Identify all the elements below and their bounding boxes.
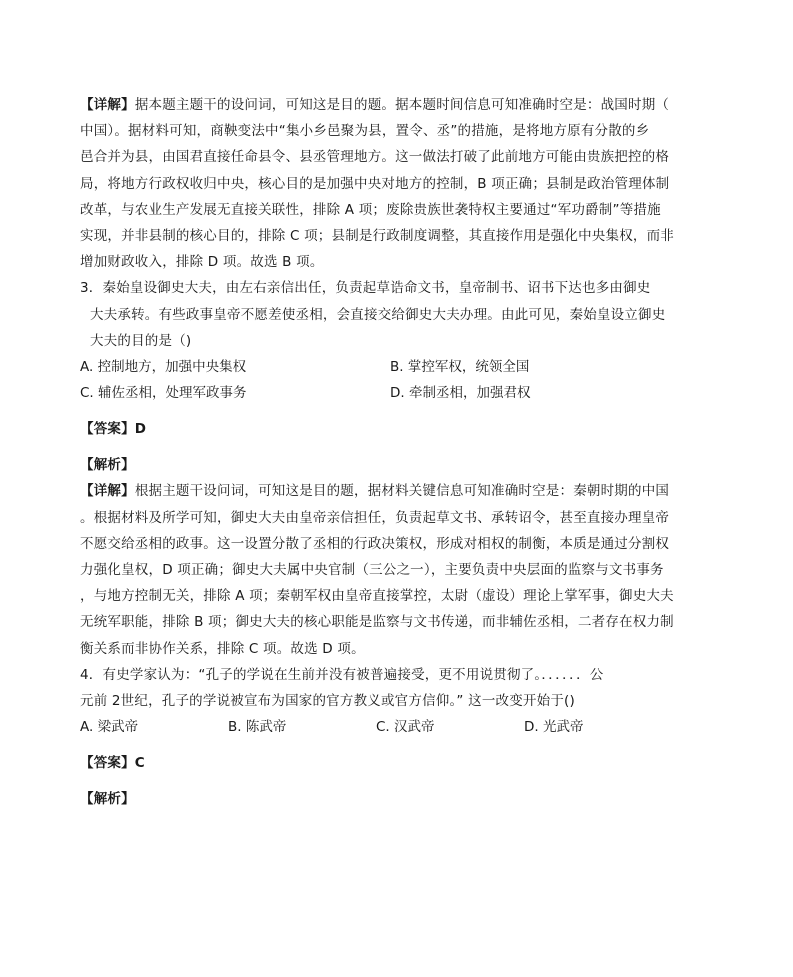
detail-line: 根据主题干设问词，可知这是目的题，据材料关键信息可知准确时空是：秦朝时期的中国 (134, 483, 670, 500)
option-b: B. 陈武帝 (228, 719, 287, 736)
detail-line: 无统军职能，排除 B 项；御史大夫的核心职能是监察与文书传递，而非辅佐丞相，二者存在权力制 (80, 614, 674, 631)
question-stem: 元前 2世纪，孔子的学说被宣布为国家的官方教义或官方信仰。” 这一改变开始于() (80, 693, 575, 710)
detail-label: 【详解】 (80, 483, 135, 500)
answer: 【答案】C (80, 755, 145, 772)
detail-line: 不愿交给丞相的政事。这一设置分散了丞相的行政决策权，形成对相权的制衡，本质是通过分割权 (80, 535, 670, 552)
detail-line: 。根据材料及所学可知，御史大夫由皇帝亲信担任，负责起草文书、承转诏令，甚至直接办理皇帝 (80, 509, 670, 526)
option-b: B. 掌控军权，统领全国 (390, 359, 530, 376)
question-3 (80, 275, 708, 661)
option-d: D. 牵制丞相，加强君权 (390, 385, 531, 402)
detail-line: 局，将地方行政权收归中央，核心目的是加强中央对地方的控制，B 项正确；县制是政治管理体制 (80, 175, 670, 192)
option-c: C. 汉武帝 (376, 719, 435, 736)
detail-line: 增加财政收入，排除 D 项。故选 B 项。 (80, 254, 324, 271)
options-row (80, 380, 708, 406)
detail-line: 改革，与农业生产发展无直接关联性，排除 A 项；废除贵族世袭特权主要通过“军功爵制”等措施 (80, 201, 661, 218)
detail-line: 实现，并非县制的核心目的，排除 C 项；县制是行政制度调整，其直接作用是强化中央集权，而非 (80, 228, 675, 245)
question-stem: 3．秦始皇设御史大夫，由左右亲信出任，负责起草诰命文书，皇帝制书、诏书下达也多由御史 (80, 280, 651, 297)
detail-line: 力强化皇权，D 项正确；御史大夫属中央官制（三公之一），主要负责中央层面的监察与文书事务 (80, 562, 664, 579)
detail-label: 【详解】 (80, 97, 135, 113)
option-a: A. 梁武帝 (80, 719, 139, 736)
question-stem: 大夫的目的是（) (90, 332, 192, 349)
option-d: D. 光武帝 (524, 719, 584, 736)
answer: 【答案】D (80, 421, 147, 438)
options-row (80, 354, 708, 380)
detail-line: 邑合并为县，由国君直接任命县令、县丞管理地方。这一做法打破了此前地方可能由贵族把控的格 (80, 149, 670, 166)
question-4 (80, 662, 708, 813)
detail-line: ，与地方控制无关，排除 A 项；秦朝军权由皇帝直接掌控，太尉（虚设）理论上掌军事，御史大夫 (80, 588, 674, 605)
analysis-label: 【解析】 (80, 457, 135, 474)
detail-line: 衡关系而非协作关系，排除 C 项。故选 D 项。 (80, 640, 365, 657)
options-row (80, 714, 708, 740)
question-stem: 4．有史学家认为：“孔子的学说在生前并没有被普遍接受，更不用说贯彻了。．．．．．．公 (80, 666, 604, 683)
document-page (80, 92, 708, 813)
q2-detail (80, 92, 708, 275)
option-c: C. 辅佐丞相，处理军政事务 (80, 385, 247, 402)
question-stem: 大夫承转。有些政事皇帝不愿差使丞相，会直接交给御史大夫办理。由此可见，秦始皇设立御史 (90, 306, 666, 323)
detail-line: 中国）。据材料可知，商鞅变法中“集小乡邑聚为县，置令、丞”的措施，是将地方原有分散的乡 (80, 123, 650, 140)
detail-line: 据本题主题干的设问词，可知这是目的题。据本题时间信息可知准确时空是：战国时期（ (134, 97, 670, 113)
option-a: A. 控制地方，加强中央集权 (80, 359, 247, 376)
analysis-label: 【解析】 (80, 791, 135, 808)
